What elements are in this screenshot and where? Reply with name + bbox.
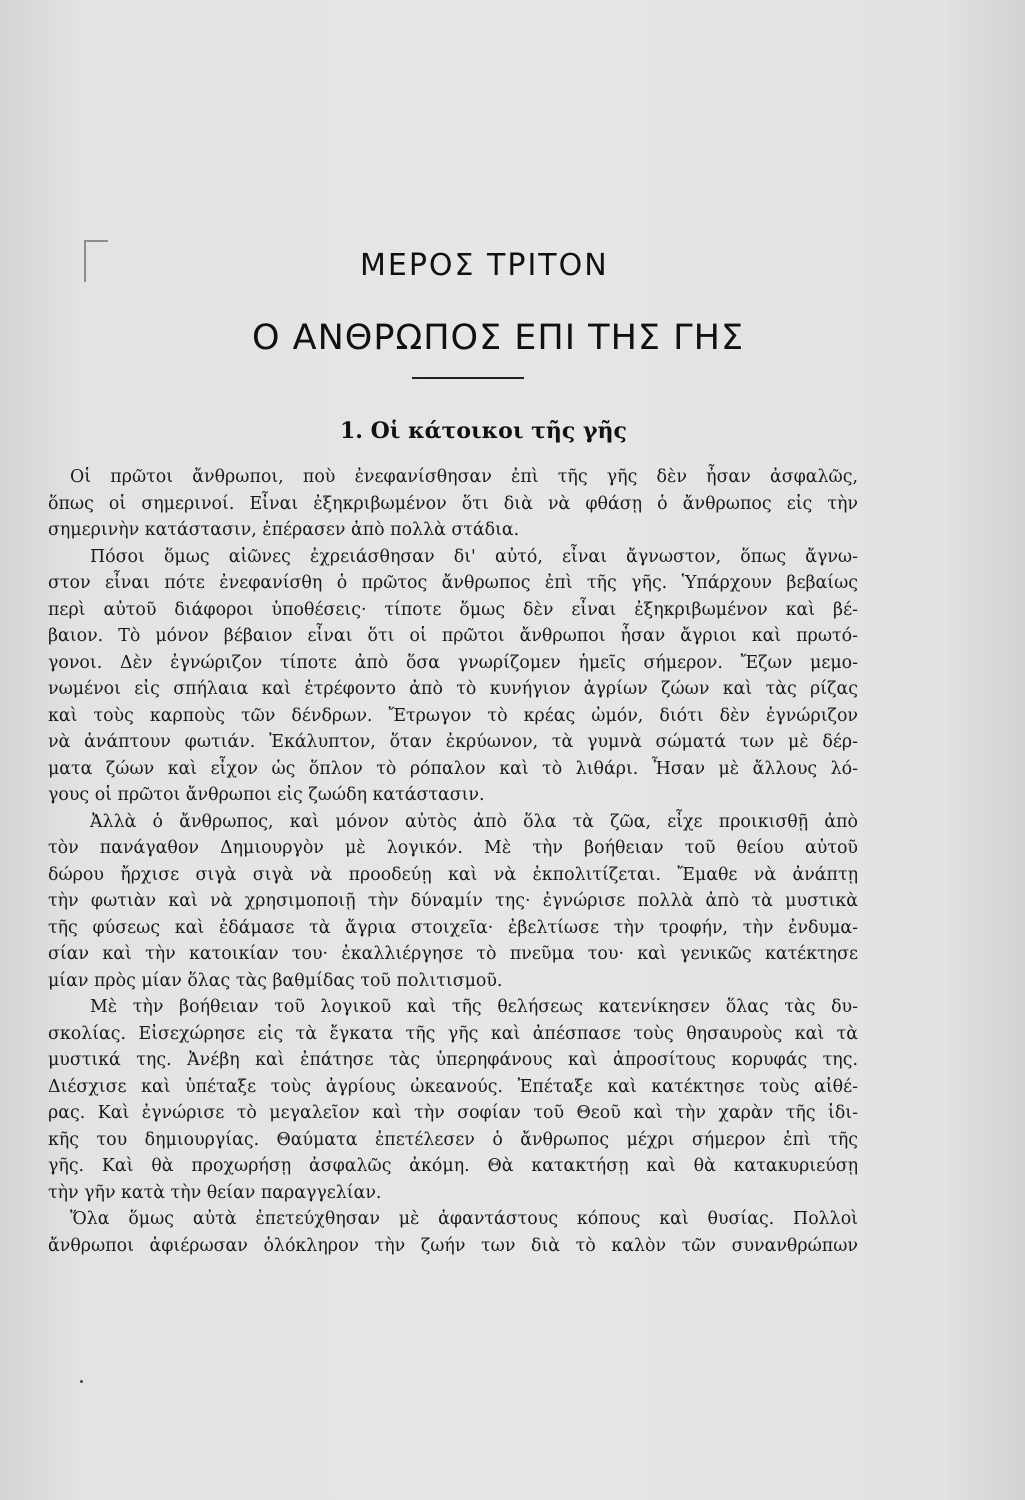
text-line: καὶ τοὺς καρποὺς τῶν δένδρων. Ἔτρωγον τὸ κρέας ὠμόν, διότι δὲν ἐγνώριζον: [48, 705, 858, 726]
ink-speck: [80, 1380, 83, 1383]
section-title: Οἱ κάτοικοι τῆς γῆς: [370, 418, 627, 444]
text-line: νὰ ἀνάπτουν φωτιάν. Ἐκάλυπτον, ὅταν ἐκρύωνον, τὰ γυμνὰ σώματά των μὲ δέρ-: [48, 732, 858, 752]
text-line: σκολίας. Εἰσεχώρησε εἰς τὰ ἔγκατα τῆς γῆς καὶ ἀπέσπασε τοὺς θησαυροὺς καὶ τὰ: [48, 1023, 858, 1044]
main-title: Ο ΑΝΘΡΩΠΟΣ ΕΠΙ ΤΗΣ ΓΗΣ: [252, 318, 745, 358]
text-line: μίαν πρὸς μίαν ὅλας τὰς βαθμίδας τοῦ πολιτισμοῦ.: [48, 970, 503, 991]
text-line: νωμένοι εἰς σπήλαια καὶ ἐτρέφοντο ἀπὸ τὸ κυνήγιον ἀγρίων ζώων καὶ τὰς ρίζας: [48, 679, 858, 699]
text-line: ρας. Καὶ ἐγνώρισε τὸ μεγαλεῖον καὶ τὴν σοφίαν τοῦ Θεοῦ καὶ τὴν χαρὰν τῆς ἰδι-: [48, 1103, 858, 1123]
text-line: Ὅλα ὅμως αὐτὰ ἐπετεύχθησαν μὲ ἀφαντάστους κόπους καὶ θυσίας. Πολλοὶ: [70, 1209, 858, 1229]
text-line: κῆς του δημιουργίας. Θαύματα ἐπετέλεσεν ὁ ἄνθρωπος μέχρι σήμερον ἐπὶ τῆς: [48, 1129, 858, 1150]
text-line: δώρου ἤρχισε σιγὰ σιγὰ νὰ προοδεύῃ καὶ νὰ ἐκπολιτίζεται. Ἔμαθε νὰ ἀνάπτῃ: [48, 864, 858, 885]
text-line: ἄνθρωποι ἀφιέρωσαν ὁλόκληρον τὴν ζωήν των διὰ τὸ καλὸν τῶν συνανθρώπων: [48, 1235, 858, 1256]
text-line: ματα ζώων καὶ εἶχον ὡς ὅπλον τὸ ρόπαλον καὶ τὸ λιθάρι. Ἦσαν μὲ ἄλλους λό-: [48, 758, 858, 779]
text-line: Διέσχισε καὶ ὑπέταξε τοὺς ἀγρίους ὠκεανούς. Ἐπέταξε καὶ κατέκτησε τοὺς αἰθέ-: [48, 1076, 858, 1097]
text-line: Οἱ πρῶτοι ἄνθρωποι, ποὺ ἐνεφανίσθησαν ἐπὶ τῆς γῆς δὲν ἦσαν ἀσφαλῶς,: [70, 467, 858, 487]
text-line: τῆς φύσεως καὶ ἐδάμασε τὰ ἄγρια στοιχεῖα· ἐβελτίωσε τὴν τροφήν, τὴν ἐνδυμα-: [48, 917, 858, 938]
text-line: στον εἶναι πότε ἐνεφανίσθη ὁ πρῶτος ἄνθρωπος ἐπὶ τῆς γῆς. Ὑπάρχουν βεβαίως: [48, 573, 858, 593]
title-rule: [412, 377, 524, 379]
text-line: γονοι. Δὲν ἐγνώριζον τίποτε ἀπὸ ὅσα γνωρίζομεν ἡμεῖς σήμερον. Ἔζων μεμο-: [48, 652, 858, 673]
body-text: [48, 464, 858, 1259]
text-line: ὅπως οἱ σημερινοί. Εἶναι ἐξηκριβωμένον ὅτι διὰ νὰ φθάσῃ ὁ ἄνθρωπος εἰς τὴν: [48, 493, 858, 514]
text-line: τὴν γῆν κατὰ τὴν θείαν παραγγελίαν.: [48, 1182, 382, 1203]
part-title: ΜΕΡΟΣ ΤΡΙΤΟΝ: [360, 248, 609, 283]
text-line: τὸν πανάγαθον Δημιουργὸν μὲ λογικόν. Μὲ τὴν βοήθειαν τοῦ θείου αὐτοῦ: [48, 838, 858, 858]
text-line: Ἀλλὰ ὁ ἄνθρωπος, καὶ μόνον αὐτὸς ἀπὸ ὅλα τὰ ζῶα, εἶχε προικισθῇ ἀπὸ: [90, 811, 858, 832]
section-number: 1.: [340, 418, 363, 444]
text-line: τὴν φωτιὰν καὶ νὰ χρησιμοποιῇ τὴν δύναμίν της· ἐγνώρισε πολλὰ ἀπὸ τὰ μυστικὰ: [48, 891, 858, 911]
text-line: περὶ αὐτοῦ διάφοροι ὑποθέσεις· τίποτε ὅμως δὲν εἶναι ἐξηκριβωμένον καὶ βέ-: [48, 599, 858, 620]
corner-mark: [84, 240, 108, 282]
section-heading: [340, 418, 627, 444]
text-line: Μὲ τὴν βοήθειαν τοῦ λογικοῦ καὶ τῆς θελήσεως κατενίκησεν ὅλας τὰς δυ-: [90, 997, 858, 1017]
text-line: γῆς. Καὶ θὰ προχωρήσῃ ἀσφαλῶς ἀκόμη. Θὰ κατακτήσῃ καὶ θὰ κατακυριεύσῃ: [48, 1156, 858, 1176]
text-line: γους οἱ πρῶτοι ἄνθρωποι εἰς ζωώδη κατάστασιν.: [48, 785, 485, 805]
text-line: βαιον. Τὸ μόνον βέβαιον εἶναι ὅτι οἱ πρῶτοι ἄνθρωποι ἦσαν ἄγριοι καὶ πρωτό-: [48, 626, 858, 646]
text-line: σίαν καὶ τὴν κατοικίαν του· ἐκαλλιέργησε τὸ πνεῦμα του· καὶ γενικῶς κατέκτησε: [48, 944, 858, 964]
text-line: Πόσοι ὅμως αἰῶνες ἐχρειάσθησαν δι' αὐτό, εἶναι ἄγνωστον, ὅπως ἄγνω-: [90, 546, 858, 567]
text-line: σημερινὴν κατάστασιν, ἐπέρασεν ἀπὸ πολλὰ στάδια.: [48, 520, 520, 540]
text-line: μυστικά της. Ἀνέβη καὶ ἐπάτησε τὰς ὑπερηφάνους καὶ ἀπροσίτους κορυφάς της.: [48, 1050, 858, 1070]
